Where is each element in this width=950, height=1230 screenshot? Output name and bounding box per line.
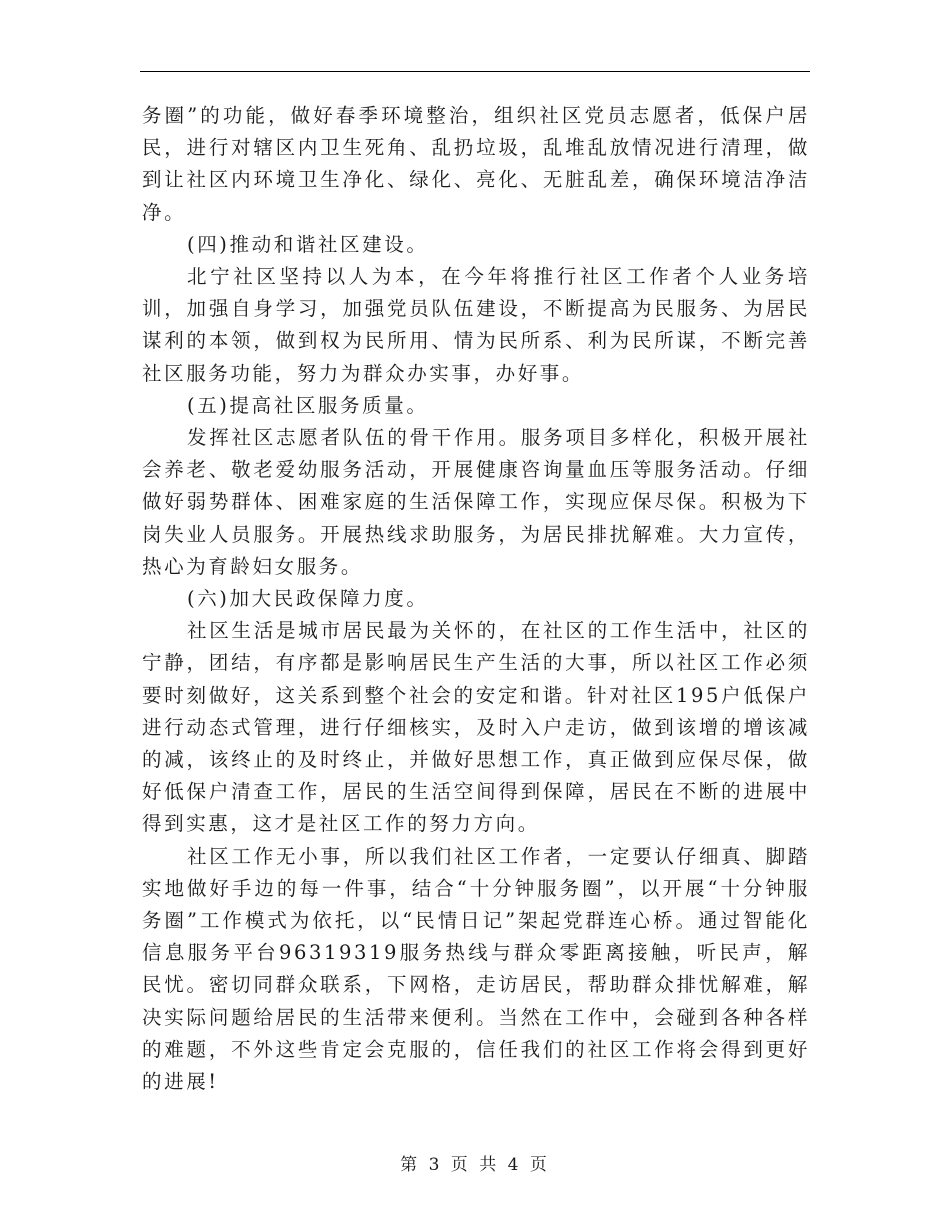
- paragraph: 社区工作无小事，所以我们社区工作者，一定要认仔细真、脚踏实地做好手边的每一件事，结合“十分钟服务圈”，以开展“十分钟服务圈”工作模式为依托，以“民情日记”架起党群连心桥。通过智能化信息服务平台96319319服务热线与群众零距离接触，听民声，解民忧。密切同群众联系，下网格，走访居民，帮助群众排忧解难，解决实际问题给居民的生活带来便利。当然在工作中，会碰到各种各样的难题，不外这些肯定会克服的，信任我们的社区工作将会得到更好的进展!: [142, 844, 810, 1094]
- header-rule: [140, 71, 810, 72]
- section-heading-6: (六)加大民政保障力度。: [187, 587, 429, 611]
- document-body: [142, 100, 810, 1098]
- section-heading-5: (五)提高社区服务质量。: [187, 393, 429, 417]
- section-heading-4: (四)推动和谐社区建设。: [187, 232, 429, 256]
- page-number: 第 3 页 共 4 页: [400, 1155, 550, 1175]
- paragraph: 北宁社区坚持以人为本，在今年将推行社区工作者个人业务培训，加强自身学习，加强党员队伍建设，不断提高为民服务、为居民谋利的本领，做到权为民所用、情为民所系、利为民所谋，不断完善社区服务功能，努力为群众办实事，办好事。: [142, 265, 810, 385]
- paragraph: 社区生活是城市居民最为关怀的，在社区的工作生活中，社区的宁静，团结，有序都是影响居民生产生活的大事，所以社区工作必须要时刻做好，这关系到整个社会的安定和谐。针对社区195户低保户进行动态式管理，进行仔细核实，及时入户走访，做到该增的增该减的减，该终止的及时终止，并做好思想工作，真正做到应保尽保，做好低保户清查工作，居民的生活空间得到保障，居民在不断的进展中得到实惠，这才是社区工作的努力方向。: [142, 619, 810, 836]
- paragraph: 发挥社区志愿者队伍的骨干作用。服务项目多样化，积极开展社会养老、敬老爱幼服务活动，开展健康咨询量血压等服务活动。仔细做好弱势群体、困难家庭的生活保障工作，实现应保尽保。积极为下岗失业人员服务。开展热线求助服务，为居民排扰解难。大力宣传，热心为育龄妇女服务。: [142, 426, 810, 578]
- paragraph-continuation: 务圈”的功能，做好春季环境整治，组织社区党员志愿者，低保户居民，进行对辖区内卫生死角、乱扔垃圾，乱堆乱放情况进行清理，做到让社区内环境卫生净化、绿化、亮化、无脏乱差，确保环境洁净洁净。: [142, 104, 810, 224]
